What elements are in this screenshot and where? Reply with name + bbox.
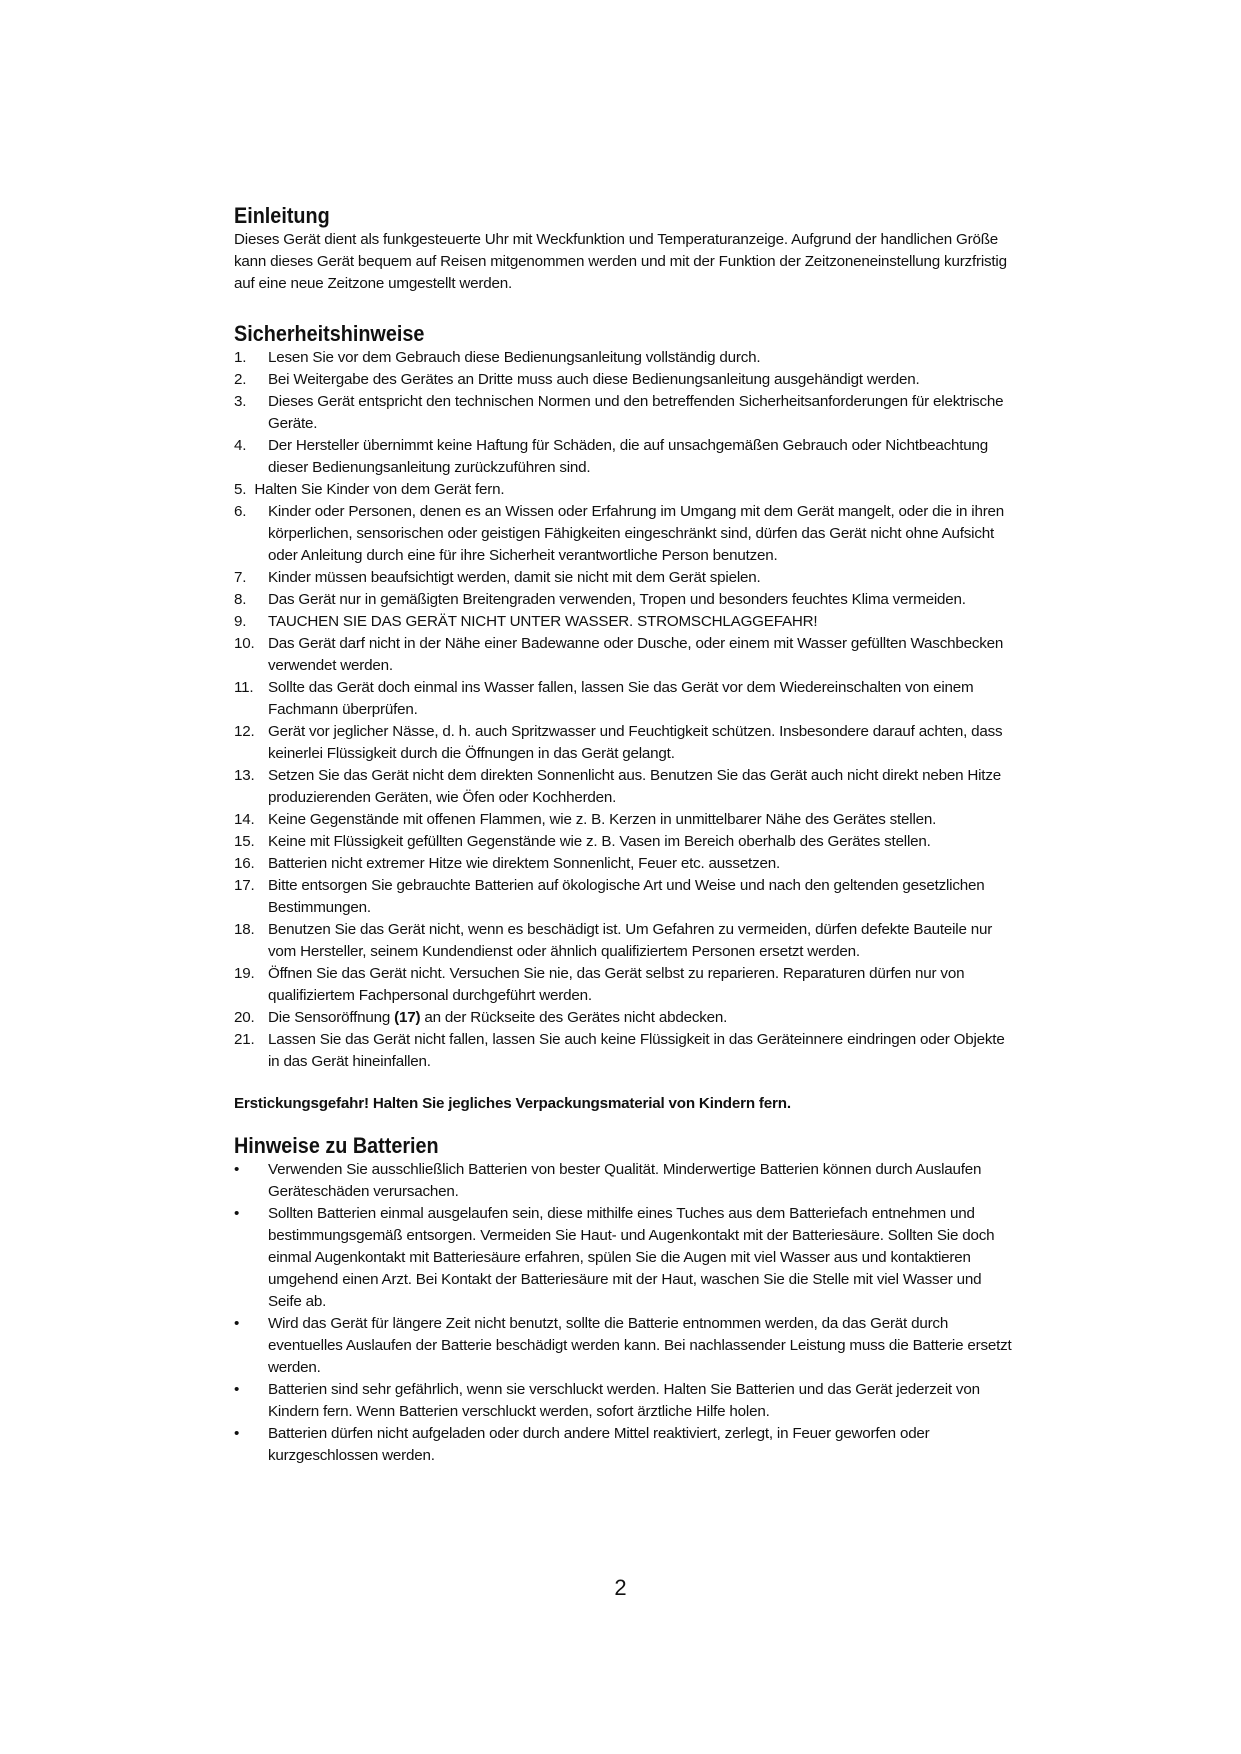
safety-item-number: 13. [234, 767, 255, 784]
safety-item-text: Gerät vor jeglicher Nässe, d. h. auch Spritzwasser und Feuchtigkeit schützen. Insbesondere darauf achten, dass keinerlei Flüssigkeit durch die Öffnungen in das Gerät gelangt. [268, 723, 1003, 762]
safety-item-18 [234, 919, 1014, 963]
safety-item-text: Öffnen Sie das Gerät nicht. Versuchen Sie nie, das Gerät selbst zu reparieren. Reparaturen dürfen nur von qualifiziertem Fachpersonal durchgeführt werden. [268, 965, 965, 1004]
safety-item-number: 12. [234, 723, 255, 740]
safety-item-number: 5. [234, 481, 247, 498]
safety-item-number: 14. [234, 811, 255, 828]
safety-item-text: Keine mit Flüssigkeit gefüllten Gegenstände wie z. B. Vasen im Bereich oberhalb des Gerätes stellen. [268, 833, 931, 850]
safety-item-number: 11. [234, 679, 254, 696]
safety-item-text: Kinder müssen beaufsichtigt werden, damit sie nicht mit dem Gerät spielen. [268, 569, 761, 586]
safety-item-number: 15. [234, 833, 255, 850]
safety-item-19 [234, 963, 1014, 1007]
battery-item-5 [234, 1423, 1014, 1467]
safety-item-text: Bitte entsorgen Sie gebrauchte Batterien auf ökologische Art und Weise und nach den geltenden gesetzlichen Bestimmungen. [268, 877, 985, 916]
section-einleitung [234, 203, 1014, 295]
safety-item-13 [234, 765, 1014, 809]
safety-item-text: Benutzen Sie das Gerät nicht, wenn es beschädigt ist. Um Gefahren zu vermeiden, dürfen defekte Bauteile nur vom Hersteller, seinem Kundendienst oder ähnlich qualifiziertem Personen ersetzt werden. [268, 921, 993, 960]
safety-item-10 [234, 633, 1014, 677]
safety-item-text: Kinder oder Personen, denen es an Wissen oder Erfahrung im Umgang mit dem Gerät mangelt, oder die in ihren körperlichen, sensorischen oder geistigen Fähigkeiten eingeschränkt sind, dürfen das Gerät nicht ohne Aufsicht oder Anleitung durch eine für ihre Sicherheit verantwortliche Person benutzen. [268, 503, 1005, 564]
safety-item-8 [234, 589, 1014, 611]
safety-item-text: TAUCHEN SIE DAS GERÄT NICHT UNTER WASSER. STROMSCHLAGGEFAHR! [268, 613, 818, 630]
safety-item-number: 1. [234, 349, 247, 366]
safety-item-text: Setzen Sie das Gerät nicht dem direkten Sonnenlicht aus. Benutzen Sie das Gerät auch nicht direkt neben Hitze produzierenden Geräten, wie Öfen oder Kochherden. [268, 767, 1001, 806]
safety-item-number: 8. [234, 591, 247, 608]
safety-item-number: 2. [234, 371, 247, 388]
safety-item-number: 17. [234, 877, 255, 894]
safety-item-number: 20. [234, 1009, 255, 1026]
safety-item-text-continued: an der Rückseite des Gerätes nicht abdecken. [420, 1009, 728, 1026]
bullet-icon: • [234, 1315, 240, 1332]
safety-item-text: Lassen Sie das Gerät nicht fallen, lassen Sie auch keine Flüssigkeit in das Geräteinnere eindringen oder Objekte in das Gerät hineinfallen. [268, 1031, 1005, 1070]
safety-item-text: Sollte das Gerät doch einmal ins Wasser fallen, lassen Sie das Gerät vor dem Wiedereinschalten von einem Fachmann überprüfen. [268, 679, 974, 718]
battery-item-2 [234, 1203, 1014, 1313]
safety-list [234, 347, 1014, 1073]
safety-item-number: 18. [234, 921, 255, 938]
safety-item-9 [234, 611, 1014, 633]
safety-item-number: 19. [234, 965, 255, 982]
safety-item-2 [234, 369, 1014, 391]
suffocation-warning: Erstickungsgefahr! Halten Sie jegliches Verpackungsmaterial von Kindern fern. [234, 1095, 791, 1112]
battery-item-text: Wird das Gerät für längere Zeit nicht benutzt, sollte die Batterie entnommen werden, da das Gerät durch eventuelles Auslaufen der Batterie beschädigt werden kann. Bei nachlassender Leistung muss die Batterie ersetzt werden. [268, 1315, 1012, 1376]
section-batterien [234, 1133, 1014, 1467]
page-number: 2 [614, 1575, 627, 1600]
heading-batterien: Hinweise zu Batterien [234, 1133, 439, 1158]
bullet-icon: • [234, 1381, 240, 1398]
bullet-icon: • [234, 1205, 240, 1222]
safety-item-4 [234, 435, 1014, 479]
battery-list [234, 1159, 1014, 1467]
safety-item-7 [234, 567, 1014, 589]
safety-item-11 [234, 677, 1014, 721]
safety-item-number: 21. [234, 1031, 255, 1048]
heading-sicherheitshinweise: Sicherheitshinweise [234, 321, 425, 346]
safety-item-21 [234, 1029, 1014, 1073]
safety-item-number: 16. [234, 855, 255, 872]
safety-item-15 [234, 831, 1014, 853]
battery-item-3 [234, 1313, 1014, 1379]
battery-item-text: Batterien sind sehr gefährlich, wenn sie verschluckt werden. Halten Sie Batterien und das Gerät jederzeit von Kindern fern. Wenn Batterien verschluckt werden, sofort ärztliche Hilfe holen. [268, 1381, 980, 1420]
safety-item-text: Die Sensoröffnung [268, 1009, 395, 1026]
safety-item-number: 4. [234, 437, 247, 454]
document-page [234, 203, 1014, 1467]
safety-item-3 [234, 391, 1014, 435]
safety-item-number: 3. [234, 393, 247, 410]
bullet-icon: • [234, 1425, 240, 1442]
safety-item-text: Lesen Sie vor dem Gebrauch diese Bedienungsanleitung vollständig durch. [268, 349, 761, 366]
safety-item-text: Bei Weitergabe des Gerätes an Dritte muss auch diese Bedienungsanleitung ausgehändigt werden. [268, 371, 920, 388]
safety-item-text: Keine Gegenstände mit offenen Flammen, wie z. B. Kerzen in unmittelbarer Nähe des Gerätes stellen. [268, 811, 937, 828]
section-sicherheitshinweise [234, 321, 1014, 1115]
einleitung-paragraph: Dieses Gerät dient als funkgesteuerte Uhr mit Weckfunktion und Temperaturanzeige. Aufgrund der handlichen Größe kann dieses Gerät bequem auf Reisen mitgenommen werden und mit der Funktion der Zeitzoneneinstellung kurzfristig auf eine neue Zeitzone umgestellt werden. [234, 231, 1007, 292]
safety-item-text: Das Gerät nur in gemäßigten Breitengraden verwenden, Tropen und besonders feuchtes Klima vermeiden. [268, 591, 966, 608]
safety-item-number: 6. [234, 503, 247, 520]
safety-item-5 [234, 479, 1014, 501]
safety-item-text: Dieses Gerät entspricht den technischen Normen und den betreffenden Sicherheitsanforderungen für elektrische Geräte. [268, 393, 1004, 432]
reference-number: (17) [394, 1009, 421, 1026]
safety-item-12 [234, 721, 1014, 765]
battery-item-text: Sollten Batterien einmal ausgelaufen sein, diese mithilfe eines Tuches aus dem Batteriefach entnehmen und bestimmungsgemäß entsorgen. Vermeiden Sie Haut- und Augenkontakt mit der Batteriesäure. Sollten Sie doch einmal Augenkontakt mit Batteriesäure erfahren, spülen Sie die Augen mit viel Wasser aus und kontaktieren umgehend einen Arzt. Bei Kontakt der Batteriesäure mit der Haut, waschen Sie die Stelle mit viel Wasser und Seife ab. [268, 1205, 995, 1310]
safety-item-number: 7. [234, 569, 247, 586]
battery-item-text: Batterien dürfen nicht aufgeladen oder durch andere Mittel reaktiviert, zerlegt, in Feuer geworfen oder kurzgeschlossen werden. [268, 1425, 930, 1464]
safety-item-20 [234, 1007, 1014, 1029]
safety-item-16 [234, 853, 1014, 875]
safety-item-17 [234, 875, 1014, 919]
battery-item-text: Verwenden Sie ausschließlich Batterien von bester Qualität. Minderwertige Batterien können durch Auslaufen Geräteschäden verursachen. [268, 1161, 982, 1200]
safety-item-text: Das Gerät darf nicht in der Nähe einer Badewanne oder Dusche, oder einem mit Wasser gefüllten Waschbecken verwendet werden. [268, 635, 1004, 674]
safety-item-1 [234, 347, 1014, 369]
safety-item-text: Der Hersteller übernimmt keine Haftung für Schäden, die auf unsachgemäßen Gebrauch oder Nichtbeachtung dieser Bedienungsanleitung zurückzuführen sind. [268, 437, 988, 476]
safety-item-14 [234, 809, 1014, 831]
bullet-icon: • [234, 1161, 240, 1178]
battery-item-1 [234, 1159, 1014, 1203]
safety-item-number: 9. [234, 613, 247, 630]
safety-item-number: 10. [234, 635, 255, 652]
safety-item-text: Halten Sie Kinder von dem Gerät fern. [254, 481, 505, 498]
heading-einleitung: Einleitung [234, 203, 330, 228]
safety-item-text: Batterien nicht extremer Hitze wie direktem Sonnenlicht, Feuer etc. aussetzen. [268, 855, 780, 872]
safety-item-6 [234, 501, 1014, 567]
battery-item-4 [234, 1379, 1014, 1423]
